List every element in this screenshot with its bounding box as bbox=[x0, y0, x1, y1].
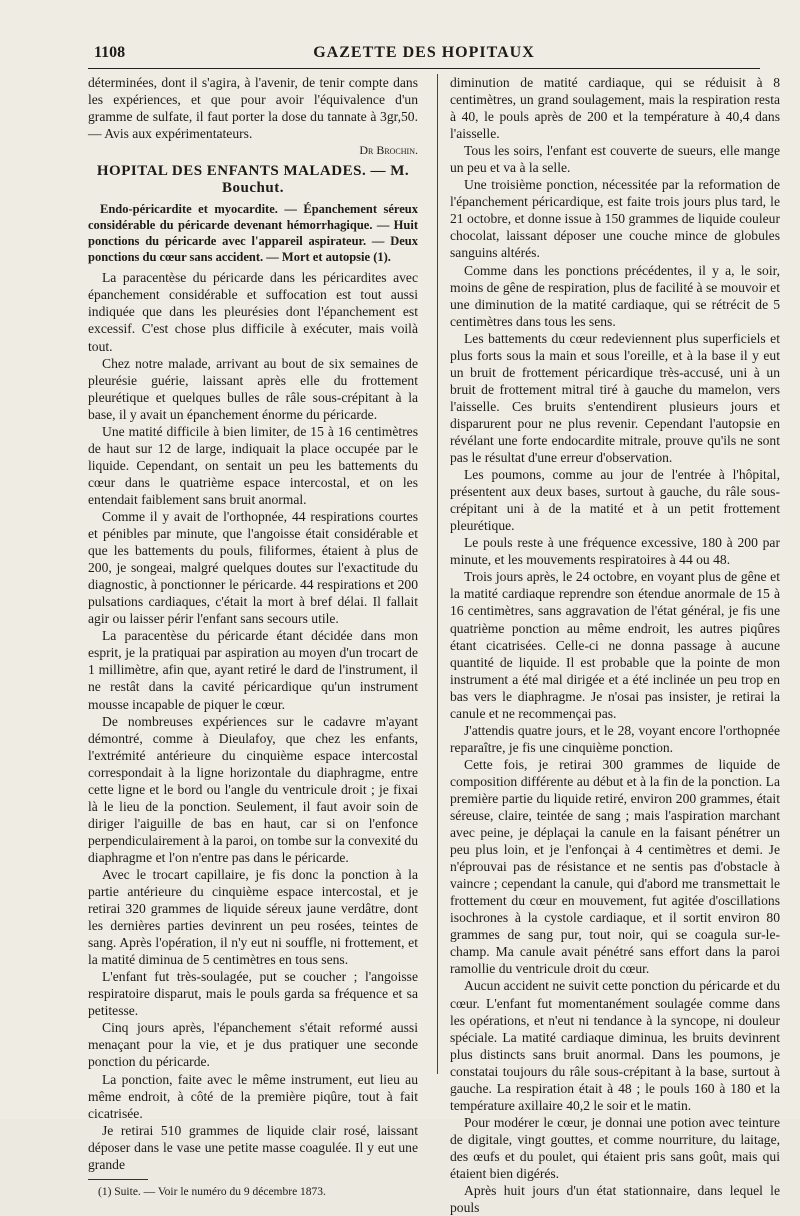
lesson-title: Endo-péricardite et myocardite. — Épanchement séreux considérable du péricarde devenant hémorrhagique. — Huit ponctions du péricarde avec l'appareil aspirateur. — Deux ponctions du cœur sans accident. — Mort et autopsie (1). bbox=[88, 202, 418, 265]
footnote-rule bbox=[88, 1179, 148, 1180]
paragraph: De nombreuses expériences sur le cadavre m'ayant démontré, comme à Dieulafoy, que chez les enfants, l'extrémité antérieure du cinquième espace intercostal correspondait à la ligne horizontale du diaphragme, entre cette ligne et le bord ou l'angle du ventricule droit ; je fixai là le lieu de la ponction. Seulement, il faut avoir soin de diriger l'aiguille de bas en haut, car si on l'enfonce perpendiculairement à la paroi, on tombe sur la convexité du diaphragme et l'on n'entre pas dans le péricarde. bbox=[88, 713, 418, 865]
paragraph: La paracentèse du péricarde dans les péricardites avec épanchement considérable et suffocation est tout aussi indiquée que dans les pleurésies dont l'épanchement est excessif. C'est chose plus difficile à exécuter, mais voilà tout. bbox=[88, 270, 418, 354]
paragraph: Je retirai 510 grammes de liquide clair rosé, laissant déposer dans le vase une petite masse coagulée. Il y eut une grande bbox=[88, 1122, 418, 1172]
section-title: HOPITAL DES ENFANTS MALADES. — M. Bouchut. bbox=[96, 163, 410, 197]
paragraph: déterminées, dont il s'agira, à l'avenir, de tenir compte dans les expériences, et que pour avoir l'équivalence d'un gramme de sulfate, il faut porter la dose du tannate à 3gr,50. — Avis aux expérimentateurs. bbox=[88, 75, 418, 142]
paragraph: Comme dans les ponctions précédentes, il y a, le soir, moins de gêne de respiration, plus de facilité à se mouvoir et une diminution de la matité cardiaque, qui se rétrécit de 5 centimètres dans tous les sens. bbox=[450, 262, 780, 329]
right-column bbox=[450, 74, 780, 1216]
header-rule bbox=[88, 68, 760, 69]
paragraph: Une troisième ponction, nécessitée par la reformation de l'épanchement péricardique, est faite trois jours plus tard, le 21 octobre, et donne issue à 150 grammes de liquide couleur chocolat, laissant déposer une couche mince de globules sanguins altérés. bbox=[450, 177, 780, 261]
paragraph: Trois jours après, le 24 octobre, en voyant plus de gêne et la matité cardiaque reprendre son étendue anormale de 15 à 16 centimètres, sans aggravation de l'état général, je fis une quatrième ponction au même endroit, les autres piqûres étant cicatrisées. Celle-ci ne donna passage à aucune quantité de liquide. Il est probable que la pointe de mon instrument a été mal dirigée et a été inclinée un peu trop en bas vers le diaphragme. Je n'osai pas insister, je retirai la canule et ne recommençai pas. bbox=[450, 569, 780, 721]
author-signature: Dr Brochin. bbox=[359, 143, 418, 158]
paragraph: L'enfant fut très-soulagée, put se coucher ; l'angoisse respiratoire disparut, mais le pouls garda sa fréquence et sa petitesse. bbox=[88, 969, 418, 1019]
paragraph: Les battements du cœur redeviennent plus superficiels et plus forts sous la main et sous l'oreille, et à la base il y eut un bruit de frottement péricardique très-accusé, uni à un bruit de frottement mitral tiré à gauche du mamelon, vers l'aisselle. Ces bruits s'entendirent plusieurs jours et disparurent pour ne plus revenir. Cependant l'autopsie en révélant une forte endocardite mitrale, prouve qu'ils ne sont pas le résultat d'une erreur d'observation. bbox=[450, 330, 780, 466]
paragraph: La paracentèse du péricarde étant décidée dans mon esprit, je la pratiquai par aspiration au moyen d'un trocart de 1 millimètre, afin que, ayant retiré le dard de l'instrument, il ne restât dans la cavité péricardique qu'un instrument mousse incapable de piquer le cœur. bbox=[88, 628, 418, 712]
paragraph: Comme il y avait de l'orthopnée, 44 respirations courtes et pénibles par minute, que l'angoisse était considérable et que les battements du pouls, filiformes, étaient à plus de 200, je songeai, malgré quelques doutes sur l'exactitude du diagnostic, à ponctionner le péricarde. 44 respirations et 200 pulsations cardiaques, c'était la mort à bref délai. Il fallait agir ou laisser périr l'enfant sans secours utile. bbox=[88, 508, 418, 627]
paragraph: J'attendis quatre jours, et le 28, voyant encore l'orthopnée reparaître, je fis une cinquième ponction. bbox=[450, 722, 780, 755]
paragraph: Les poumons, comme au jour de l'entrée à l'hôpital, présentent aux deux bases, surtout à gauche, du râle sous-crépitant uni à de la matité et à un petit frottement pleurétique. bbox=[450, 467, 780, 534]
column-divider bbox=[437, 74, 438, 1074]
paragraph: Cette fois, je retirai 300 grammes de liquide de composition différente au début et à la fin de la ponction. La première partie du liquide retiré, environ 200 grammes, était séreuse, claire, teintée de sang ; mais l'aspiration marchant avec peine, je déplaçai la canule en la faisant pénétrer un peu plus loin, et je l'enfonçai à 4 centimètres et demi. Je n'éprouvai pas de résistance et ne sentis pas d'obstacle à vaincre ; cependant la canule, qui d'abord me transmettait le frottement du cœur en mouvement, fut agitée d'oscillations isochrones à la cystole cardiaque, et il sortit environ 80 grammes de sang pur, tout noir, qui se coagula sur-le-champ. Ma canule avait pénétré sans effort dans la paroi ramollie du ventricule droit du cœur. bbox=[450, 756, 780, 977]
paragraph: Pour modérer le cœur, je donnai une potion avec teinture de digitale, vingt gouttes, et comme nourriture, du laitage, des œufs et du poulet, qui étaient pris sans goût, mais qui étaient bien digérés. bbox=[450, 1114, 780, 1181]
paragraph: Après huit jours d'un état stationnaire, dans lequel le pouls bbox=[450, 1183, 780, 1216]
page-header bbox=[88, 44, 760, 68]
paragraph: Avec le trocart capillaire, je fis donc la ponction à la partie antérieure du cinquième espace intercostal, et je retirai 320 grammes de liquide séreux jaune verdâtre, dont les dernières parties devinrent un peu rosées, teintes de sang. Après l'opération, il n'y eut ni souffle, ni frottement, et la matité diminua de 5 centimètres en tous sens. bbox=[88, 866, 418, 968]
page-number: 1108 bbox=[94, 44, 126, 61]
footnote: (1) Suite. — Voir le numéro du 9 décembre 1873. bbox=[98, 1185, 326, 1198]
paragraph: Tous les soirs, l'enfant est couverte de sueurs, elle mange un peu et va à la selle. bbox=[450, 143, 780, 176]
paragraph: Aucun accident ne suivit cette ponction du péricarde et du cœur. L'enfant fut momentanément soulagée comme dans les opérations, et n'eut ni tendance à la syncope, ni douleur spéciale. La matité cardiaque diminua, les bruits devinrent plus distincts sans bruit anormal. Dans les poumons, je constatai toujours du râle sous-crépitant à la base, surtout à gauche. La respiration était à 48 ; le pouls 160 à 180 et la température axillaire 40,2 le soir et le matin. bbox=[450, 978, 780, 1113]
paragraph: Chez notre malade, arrivant au bout de six semaines de pleurésie guérie, laissant après elle du frottement pleurétique et quelques bulles de râle sous-crépitant à la base, il y avait un épanchement énorme du péricarde. bbox=[88, 355, 418, 422]
paragraph: La ponction, faite avec le même instrument, eut lieu au même endroit, à côté de la première piqûre, tout à fait cicatrisée. bbox=[88, 1071, 418, 1121]
left-column bbox=[88, 74, 418, 1201]
journal-title: GAZETTE DES HOPITAUX bbox=[313, 44, 535, 61]
paragraph: Le pouls reste à une fréquence excessive, 180 à 200 par minute, et les mouvements respiratoires à 44 ou 48. bbox=[450, 535, 780, 568]
paragraph: Cinq jours après, l'épanchement s'était reformé aussi menaçant pour la vie, et je dus pratiquer une seconde ponction du péricarde. bbox=[88, 1020, 418, 1070]
paragraph: Une matité difficile à bien limiter, de 15 à 16 centimètres de haut sur 12 de large, indiquait la place occupée par le liquide. Cependant, on sentait un peu les battements du cœur dans le quatrième espace intercostal, et on les entendait faiblement sans bruit anormal. bbox=[88, 423, 418, 507]
paragraph: diminution de matité cardiaque, qui se réduisit à 8 centimètres, un grand soulagement, mais la respiration resta à 40, le pouls après de 200 et la température à 40,4 dans l'aisselle. bbox=[450, 75, 780, 142]
